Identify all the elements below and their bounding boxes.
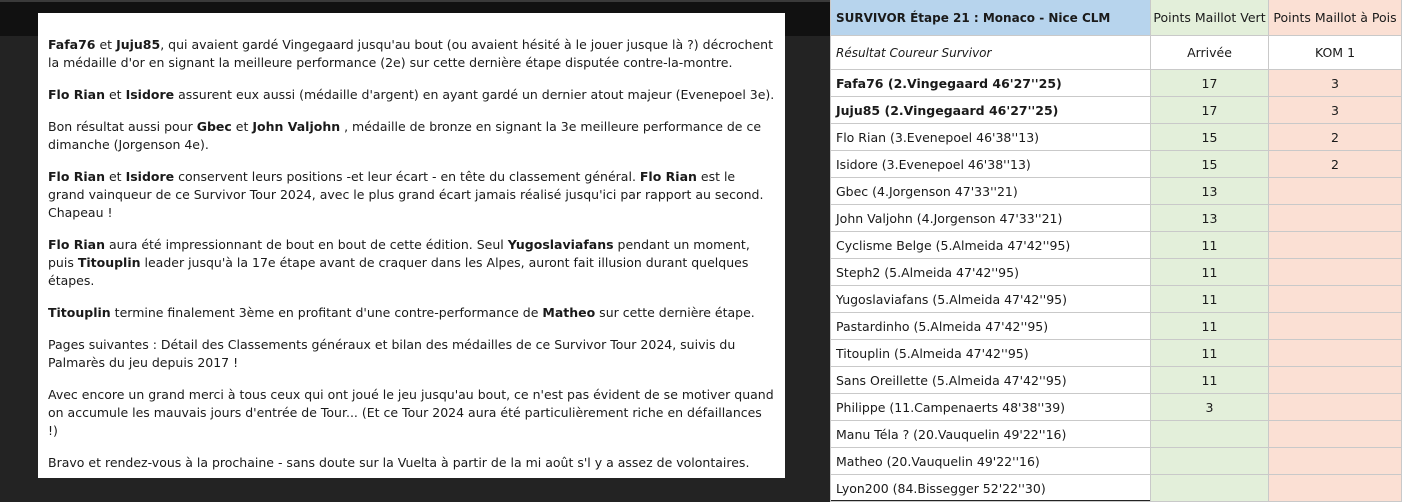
- green-points-cell[interactable]: 17: [1151, 70, 1269, 97]
- rider-result-cell[interactable]: Juju85 (2.Vingegaard 46'27''25): [830, 97, 1151, 124]
- kom-points-cell[interactable]: [1269, 259, 1402, 286]
- table-row: [830, 421, 1402, 448]
- player-name: Gbec: [196, 119, 232, 134]
- green-points-cell[interactable]: 3: [1151, 394, 1269, 421]
- kom-points-cell[interactable]: [1269, 475, 1402, 502]
- green-points-cell[interactable]: 17: [1151, 97, 1269, 124]
- player-name: Yugoslaviafans: [507, 237, 614, 252]
- rider-result-cell[interactable]: Cyclisme Belge (5.Almeida 47'42''95): [830, 232, 1151, 259]
- rider-result-cell[interactable]: Pastardinho (5.Almeida 47'42''95): [830, 313, 1151, 340]
- table-row: [830, 259, 1402, 286]
- player-name: Isidore: [125, 169, 175, 184]
- green-points-cell[interactable]: [1151, 448, 1269, 475]
- rider-result-cell[interactable]: Flo Rian (3.Evenepoel 46'38''13): [830, 124, 1151, 151]
- commentary-paragraph: [48, 36, 775, 72]
- table-row: [830, 313, 1402, 340]
- commentary-text: leader jusqu'à la 17e étape avant de craquer dans les Alpes, auront fait illusion durant quelques étapes.: [48, 255, 749, 288]
- kom-points-cell[interactable]: [1269, 448, 1402, 475]
- kom-points-cell[interactable]: 3: [1269, 70, 1402, 97]
- green-points-cell[interactable]: 15: [1151, 124, 1269, 151]
- table-header-row: [830, 0, 1402, 36]
- green-points-cell[interactable]: [1151, 475, 1269, 502]
- table-row: [830, 205, 1402, 232]
- table-row: [830, 151, 1402, 178]
- green-points-cell[interactable]: 11: [1151, 259, 1269, 286]
- green-points-cell[interactable]: 15: [1151, 151, 1269, 178]
- kom-points-cell[interactable]: [1269, 421, 1402, 448]
- rider-result-cell[interactable]: Matheo (20.Vauquelin 49'22''16): [830, 448, 1151, 475]
- commentary-text: Bon résultat aussi pour: [48, 119, 197, 134]
- kom-points-cell[interactable]: [1269, 232, 1402, 259]
- rider-result-cell[interactable]: Steph2 (5.Almeida 47'42''95): [830, 259, 1151, 286]
- kom-points-cell[interactable]: [1269, 394, 1402, 421]
- kom-points-cell[interactable]: [1269, 313, 1402, 340]
- kom-points-cell[interactable]: 2: [1269, 151, 1402, 178]
- commentary-text: , médaille de bronze en signant la 3e meilleure performance de ce dimanche (Jorgenson 4e).: [48, 119, 762, 152]
- table-row: [830, 97, 1402, 124]
- rider-result-cell[interactable]: Gbec (4.Jorgenson 47'33''21): [830, 178, 1151, 205]
- rider-result-cell[interactable]: Isidore (3.Evenepoel 46'38''13): [830, 151, 1151, 178]
- commentary-text: conservent leurs positions -et leur écart - en tête du classement général.: [174, 169, 640, 184]
- commentary-text-box[interactable]: [38, 13, 785, 478]
- commentary-paragraph: [48, 236, 775, 290]
- commentary-paragraph: [48, 454, 775, 472]
- commentary-text: aura été impressionnant de bout en bout de cette édition. Seul: [105, 237, 508, 252]
- green-points-cell[interactable]: 11: [1151, 232, 1269, 259]
- kom-points-cell[interactable]: 3: [1269, 97, 1402, 124]
- kom-points-cell[interactable]: 2: [1269, 124, 1402, 151]
- kom-points-cell[interactable]: [1269, 178, 1402, 205]
- commentary-text: Bravo et rendez-vous à la prochaine - sans doute sur la Vuelta à partir de la mi août s'l y a assez de volontaires.: [48, 455, 750, 470]
- player-name: Titouplin: [77, 255, 141, 270]
- results-spreadsheet: [830, 0, 1402, 500]
- commentary-text: termine finalement 3ème en profitant d'une contre-performance de: [110, 305, 543, 320]
- table-row: [830, 70, 1402, 97]
- green-points-cell[interactable]: 13: [1151, 205, 1269, 232]
- result-column-header[interactable]: Résultat Coureur Survivor: [830, 36, 1151, 70]
- rider-result-cell[interactable]: Sans Oreillette (5.Almeida 47'42''95): [830, 367, 1151, 394]
- player-name: Flo Rian: [48, 169, 106, 184]
- green-points-cell[interactable]: 11: [1151, 340, 1269, 367]
- table-row: [830, 394, 1402, 421]
- commentary-text: et: [231, 119, 253, 134]
- player-name: Flo Rian: [639, 169, 697, 184]
- commentary-text: Avec encore un grand merci à tous ceux qui ont joué le jeu jusqu'au bout, ce n'est pas évident de se motiver quand on accumule les mauvais jours d'entrée de Tour... (Et ce Tour 2024 aura été particulièrement riche en défaillances !): [48, 387, 774, 438]
- green-points-cell[interactable]: 13: [1151, 178, 1269, 205]
- table-row: [830, 286, 1402, 313]
- commentary-text: sur cette dernière étape.: [595, 305, 755, 320]
- player-name: John Valjohn: [252, 119, 341, 134]
- commentary-text: assurent eux aussi (médaille d'argent) en ayant gardé un dernier atout majeur (Evenepoel 3e).: [174, 87, 775, 102]
- kom-jersey-points-header[interactable]: Points Maillot à Pois: [1269, 0, 1402, 36]
- table-subheader-row: [830, 36, 1402, 70]
- commentary-paragraph: [48, 386, 775, 440]
- commentary-text: est le grand vainqueur de ce Survivor Tour 2024, avec le plus grand écart jamais réalisé jusqu'ici par rapport au second. Chapeau !: [48, 169, 764, 220]
- kom-points-cell[interactable]: [1269, 340, 1402, 367]
- green-points-cell[interactable]: 11: [1151, 286, 1269, 313]
- commentary-text: et: [105, 87, 126, 102]
- player-name: Titouplin: [48, 305, 111, 320]
- rider-result-cell[interactable]: Titouplin (5.Almeida 47'42''95): [830, 340, 1151, 367]
- commentary-paragraph: [48, 86, 775, 104]
- rider-result-cell[interactable]: Philippe (11.Campenaerts 48'38''39): [830, 394, 1151, 421]
- kom-points-cell[interactable]: [1269, 205, 1402, 232]
- commentary-text: et: [95, 37, 117, 52]
- table-row: [830, 475, 1402, 502]
- green-points-cell[interactable]: [1151, 421, 1269, 448]
- rider-result-cell[interactable]: Yugoslaviafans (5.Almeida 47'42''95): [830, 286, 1151, 313]
- player-name: Juju85: [116, 37, 161, 52]
- green-points-cell[interactable]: 11: [1151, 313, 1269, 340]
- table-title-cell[interactable]: SURVIVOR Étape 21 : Monaco - Nice CLM: [830, 0, 1151, 36]
- green-points-cell[interactable]: 11: [1151, 367, 1269, 394]
- table-row: [830, 448, 1402, 475]
- commentary-paragraph: [48, 304, 775, 322]
- commentary-text: Pages suivantes : Détail des Classements généraux et bilan des médailles de ce Survivor Tour 2024, suivis du Palmarès du jeu depuis 2017 !: [48, 337, 736, 370]
- commentary-paragraph: [48, 336, 775, 372]
- finish-column-header[interactable]: Arrivée: [1151, 36, 1269, 70]
- table-row: [830, 340, 1402, 367]
- commentary-text: et: [105, 169, 126, 184]
- rider-result-cell[interactable]: Lyon200 (84.Bissegger 52'22''30): [830, 475, 1151, 502]
- commentary-text: , qui avaient gardé Vingegaard jusqu'au bout (ou avaient hésité à le jouer jusque là ?) décrochent la médaille d'or en signant la meilleure performance (2e) sur cette dernière étape disputée contre-la-montre.: [48, 37, 773, 70]
- rider-result-cell[interactable]: Manu Téla ? (20.Vauquelin 49'22''16): [830, 421, 1151, 448]
- player-name: Flo Rian: [48, 237, 106, 252]
- table-row: [830, 124, 1402, 151]
- rider-result-cell[interactable]: Fafa76 (2.Vingegaard 46'27''25): [830, 70, 1151, 97]
- green-jersey-points-header[interactable]: Points Maillot Vert: [1151, 0, 1269, 36]
- player-name: Fafa76: [48, 37, 96, 52]
- kom-points-cell[interactable]: [1269, 367, 1402, 394]
- kom1-column-header[interactable]: KOM 1: [1269, 36, 1402, 70]
- table-row: [830, 367, 1402, 394]
- commentary-paragraph: [48, 118, 775, 154]
- player-name: Matheo: [542, 305, 596, 320]
- table-row: [830, 232, 1402, 259]
- player-name: Isidore: [125, 87, 175, 102]
- table-row: [830, 178, 1402, 205]
- rider-result-cell[interactable]: John Valjohn (4.Jorgenson 47'33''21): [830, 205, 1151, 232]
- kom-points-cell[interactable]: [1269, 286, 1402, 313]
- commentary-paragraph: [48, 168, 775, 222]
- player-name: Flo Rian: [48, 87, 106, 102]
- commentary-text: pendant un moment, puis: [48, 237, 750, 270]
